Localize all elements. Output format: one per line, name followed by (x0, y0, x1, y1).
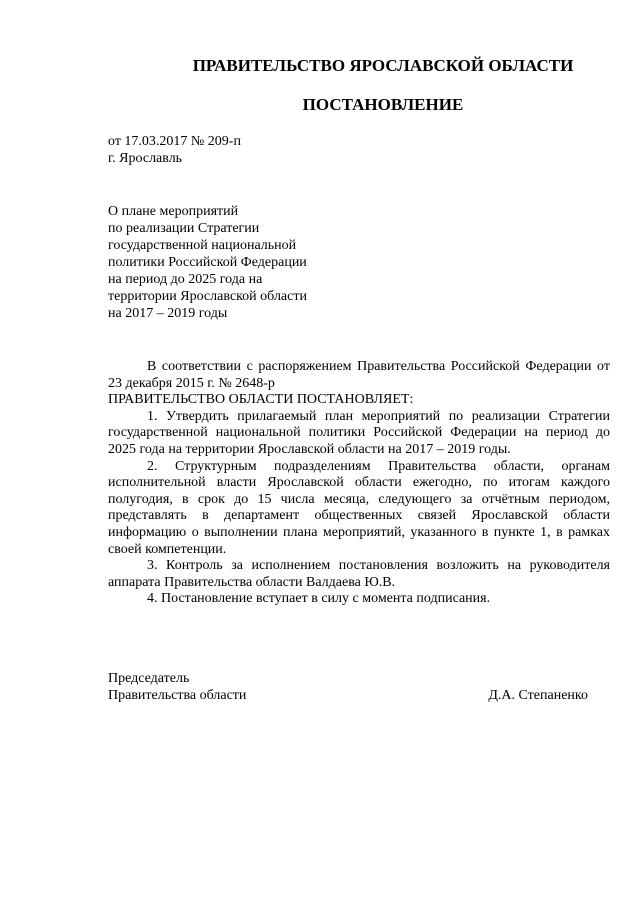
date-number: от 17.03.2017 № 209-п (108, 134, 241, 149)
document-type: ПОСТАНОВЛЕНИЕ (302, 95, 464, 114)
intro-paragraph: В соответствии с распоряжением Правительства Российской Федерации от 23 декабря 2015 г. № 2648-р (108, 359, 610, 391)
item-paragraph: 1. Утвердить прилагаемый план мероприятий по реализации Стратегии государственной национальной политики Российской Федерации на период до 2025 года на территории Ярославской области на 2017 – 2019 годы. (108, 408, 610, 457)
subject-line: на период до 2025 года на (108, 272, 263, 287)
signatory-title-line: Правительства области (108, 688, 247, 703)
item-paragraph: 2. Структурным подразделениям Правительства области, органам исполнительной власти Ярославской области ежегодно, по итогам каждого полугодия, в срок до 15 числа месяца, следующего за отчётным периодом, представлять в департамент общественных связей Ярославской области информацию о выполнении плана мероприятий, указанного в пункте 1, в рамках своей компетенции. (108, 458, 610, 557)
city: г. Ярославль (108, 151, 183, 166)
subject-line: политики Российской Федерации (108, 255, 307, 270)
document-body (108, 359, 610, 608)
item-paragraph: 3. Контроль за исполнением постановления возложить на руководителя аппарата Правительства области Валдаева Ю.В. (108, 558, 610, 590)
subject-block (108, 203, 307, 322)
signatory-title-line: Председатель (108, 671, 190, 686)
subject-line: территории Ярославской области (108, 289, 307, 304)
signatory-title (108, 670, 246, 704)
item-paragraph: 4. Постановление вступает в силу с момента подписания. (147, 591, 491, 607)
government-title: ПРАВИТЕЛЬСТВО ЯРОСЛАВСКОЙ ОБЛАСТИ (192, 56, 574, 75)
subject-line: на 2017 – 2019 годы (108, 306, 228, 321)
resolves-line: ПРАВИТЕЛЬСТВО ОБЛАСТИ ПОСТАНОВЛЯЕТ: (108, 392, 414, 408)
subject-line: по реализации Стратегии (108, 221, 260, 236)
signatory-name: Д.А. Степаненко (488, 688, 588, 703)
subject-line: О плане мероприятий (108, 204, 239, 219)
subject-line: государственной национальной (108, 238, 297, 253)
